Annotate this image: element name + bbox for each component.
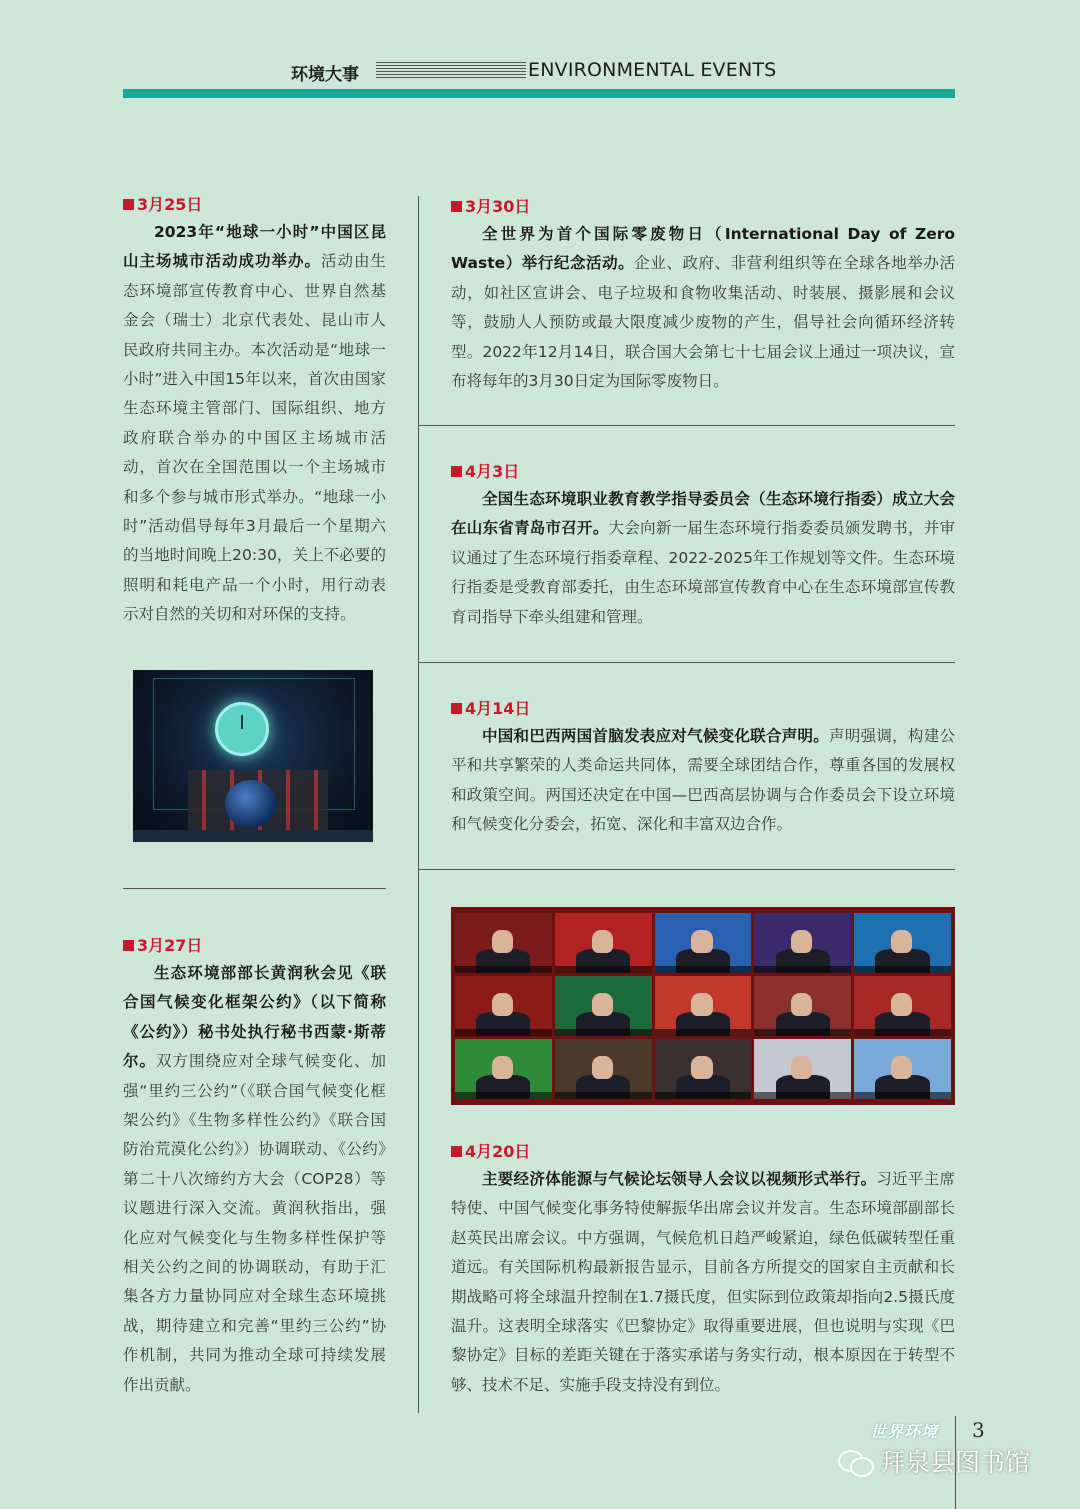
video-tile [854,1039,951,1099]
page-number: 3 [972,1418,985,1442]
right-divider-1 [418,425,955,426]
event-body [123,959,386,1400]
video-conference-photo [451,907,955,1105]
event-apr20 [451,1141,955,1400]
video-tile [754,1039,851,1099]
left-divider [123,888,386,889]
red-square-icon [123,199,134,210]
video-tile [655,976,752,1036]
event-text: 企业、政府、非营利组织等在全球各地举办活动，如社区宣讲会、电子垃圾和食物收集活动、时装展、摄影展和会议等，鼓励人人预防或最大限度减少废物的产生，倡导社会向循环经济转型。2022年12月14日，联合国大会第七十七届会议上通过一项决议，宣布将每年的3月30日定为国际零废物日。 [451,254,955,391]
event-headline: 中国和巴西两国首脑发表应对气候变化联合声明。 [482,727,830,745]
wechat-icon [838,1446,872,1476]
event-date: 4月3日 [451,461,955,483]
event-headline: 主要经济体能源与气候论坛领导人会议以视频形式举行。 [482,1170,877,1188]
red-square-icon [451,1146,462,1157]
video-tile [555,913,652,973]
video-tile-grid [455,913,951,1099]
event-body [123,218,386,630]
wechat-watermark [838,1444,1030,1478]
event-mar30 [451,196,955,396]
event-text: 双方围绕应对全球气候变化、加强“里约三公约”（《联合国气候变化框架公约》《生物多样性公约》《联合国防治荒漠化公约》）协调联动、《公约》第二十八次缔约方大会（COP28）等议题进行深入交流。黄润秋指出，强化应对气候变化与生物多样性保护等相关公约之间的协调联动，有助于汇集各方力量协同应对全球生态环境挑战，期待建立和完善“里约三公约”协作机制，共同为推动全球可持续发展作出贡献。 [123,1052,386,1394]
right-divider-3 [418,869,955,870]
event-headline: 全世界为首个国际零废物日（International Day of Zero Waste）举行纪念活动。 [451,225,955,273]
event-headline: 2023年“地球一小时”中国区昆山主场城市活动成功举办。 [123,223,386,271]
video-tile [655,913,752,973]
earth-hour-photo [133,670,373,842]
header-title-cn: 环境大事 [291,65,359,85]
event-apr14 [451,698,955,840]
magazine-logo: 世界环境 [870,1422,939,1441]
red-square-icon [451,703,462,714]
event-body [451,722,955,840]
video-tile [555,1039,652,1099]
event-date: 4月20日 [451,1141,955,1163]
video-tile [455,976,552,1036]
video-tile [455,913,552,973]
video-tile [754,976,851,1036]
watermark-text: 拜泉县图书馆 [880,1448,1031,1477]
event-date: 3月27日 [123,935,386,957]
event-text: 大会向新一届生态环境行指委委员颁发聘书，并审议通过了生态环境行指委章程、2022-2025年工作规划等文件。生态环境行指委是受教育部委托，由生态环境部宣传教育中心在生态环境部宣传教育司指导下牵头组建和管理。 [451,519,955,626]
event-headline: 生态环境部部长黄润秋会见《联合国气候变化框架公约》（以下简称《公约》）秘书处执行秘书西蒙·斯蒂尔。 [123,964,386,1071]
event-body [451,1165,955,1400]
event-date: 4月14日 [451,698,955,720]
video-tile [555,976,652,1036]
event-mar25 [123,194,386,630]
column-divider [418,196,419,1413]
video-tile [754,913,851,973]
event-body [451,220,955,396]
red-square-icon [123,940,134,951]
red-square-icon [451,201,462,212]
event-text: 习近平主席特使、中国气候变化事务特使解振华出席会议并发言。生态环境部副部长赵英民出席会议。中方强调，气候危机日趋严峻紧迫，绿色低碳转型任重道远。有关国际机构最新报告显示，目前各方所提交的国家自主贡献和长期战略可将全球温升控制在1.7摄氏度，但实际到位政策却指向2.5摄氏度温升。这表明全球落实《巴黎协定》取得重要进展，但也说明与实现《巴黎协定》目标的差距关键在于落实承诺与务实行动，根本原因在于转型不够、技术不足、实施手段支持没有到位。 [451,1170,955,1394]
event-body [451,485,955,632]
event-headline: 全国生态环境职业教育教学指导委员会（生态环境行指委）成立大会在山东省青岛市召开。 [451,490,955,538]
right-divider-2 [418,662,955,663]
event-date: 3月25日 [123,194,386,216]
header-accent-bar [123,89,955,98]
header-decorative-lines [376,62,526,78]
video-tile [455,1039,552,1099]
event-text: 声明强调，构建公平和共享繁荣的人类命运共同体，需要全球团结合作，尊重各国的发展权和政策空间。两国还决定在中国—巴西高层协调与合作委员会下设立环境和气候变化分委会，拓宽、深化和丰富双边合作。 [451,727,955,834]
globe-icon [225,780,277,828]
clock-icon [215,702,269,756]
event-date: 3月30日 [451,196,955,218]
event-mar27 [123,935,386,1400]
video-tile [854,913,951,973]
video-tile [854,976,951,1036]
red-square-icon [451,466,462,477]
video-tile [655,1039,752,1099]
header-title-en: ENVIRONMENTAL EVENTS [528,59,777,81]
event-text: 活动由生态环境部宣传教育中心、世界自然基金会（瑞士）北京代表处、昆山市人民政府共同主办。本次活动是“地球一小时”进入中国15年以来，首次由国家生态环境主管部门、国际组织、地方政府联合举办的中国区主场城市活动，首次在全国范围以一个主场城市和多个参与城市形式举办。“地球一小时”活动倡导每年3月最后一个星期六的当地时间晚上20:30，关上不必要的照明和耗电产品一个小时，用行动表示对自然的关切和对环保的支持。 [123,252,386,624]
page-header [123,56,955,100]
event-apr3 [451,461,955,632]
